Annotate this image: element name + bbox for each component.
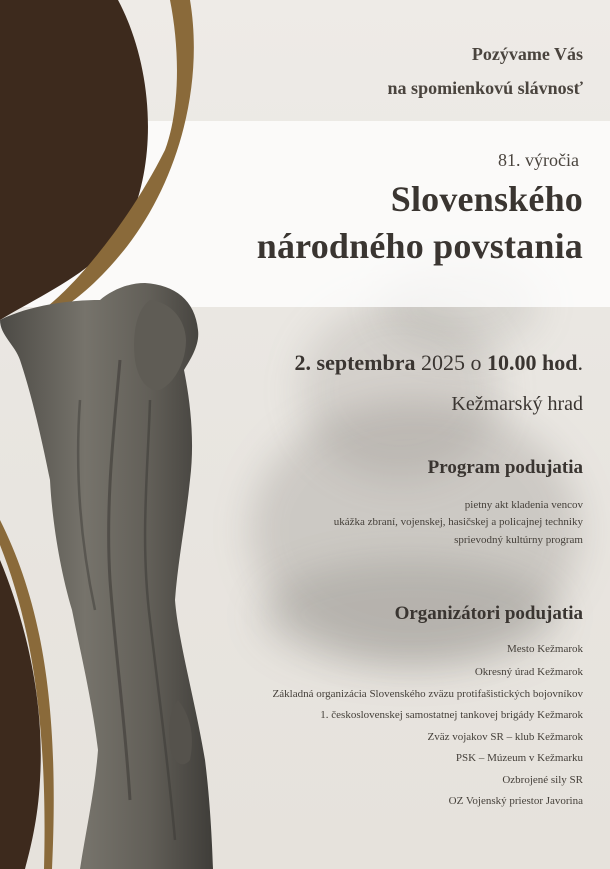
date-day: 2. septembra (294, 350, 416, 375)
date-year: 2025 o (421, 350, 482, 375)
program-item: ukážka zbraní, vojenskej, hasičskej a policajnej techniky (333, 516, 583, 528)
organizers-heading: Organizátori podujatia (394, 603, 583, 624)
program-item: sprievodný kultúrny program (454, 534, 583, 546)
event-time: 10.00 hod (487, 350, 578, 375)
organizer-item: Okresný úrad Kežmarok (474, 666, 583, 678)
organizer-item: Mesto Kežmarok (506, 643, 583, 655)
invitation-line-1: Pozývame Vás (471, 44, 583, 64)
title-line-2: národného povstania (256, 226, 583, 266)
organizer-item: Základná organizácia Slovenského zväzu protifašistických bojovníkov (272, 688, 583, 700)
organizer-item: Zväz vojakov SR – klub Kežmarok (427, 731, 583, 743)
anniversary-label: 81. výročia (498, 150, 579, 170)
invitation-line-2: na spomienkovú slávnosť (387, 78, 583, 98)
event-venue: Kežmarský hrad (451, 393, 583, 415)
organizer-item: OZ Vojenský priestor Javorina (448, 795, 583, 807)
time-suffix: . (577, 350, 583, 375)
program-item: pietny akt kladenia vencov (464, 499, 583, 511)
organizer-item: 1. československej samostatnej tankovej brigády Kežmarok (320, 709, 583, 721)
organizer-item: Ozbrojené sily SR (502, 774, 583, 786)
title-line-1: Slovenského (390, 179, 583, 219)
event-date (295, 350, 583, 376)
organizer-item: PSK – Múzeum v Kežmarku (455, 752, 583, 764)
program-heading: Program podujatia (427, 457, 583, 478)
